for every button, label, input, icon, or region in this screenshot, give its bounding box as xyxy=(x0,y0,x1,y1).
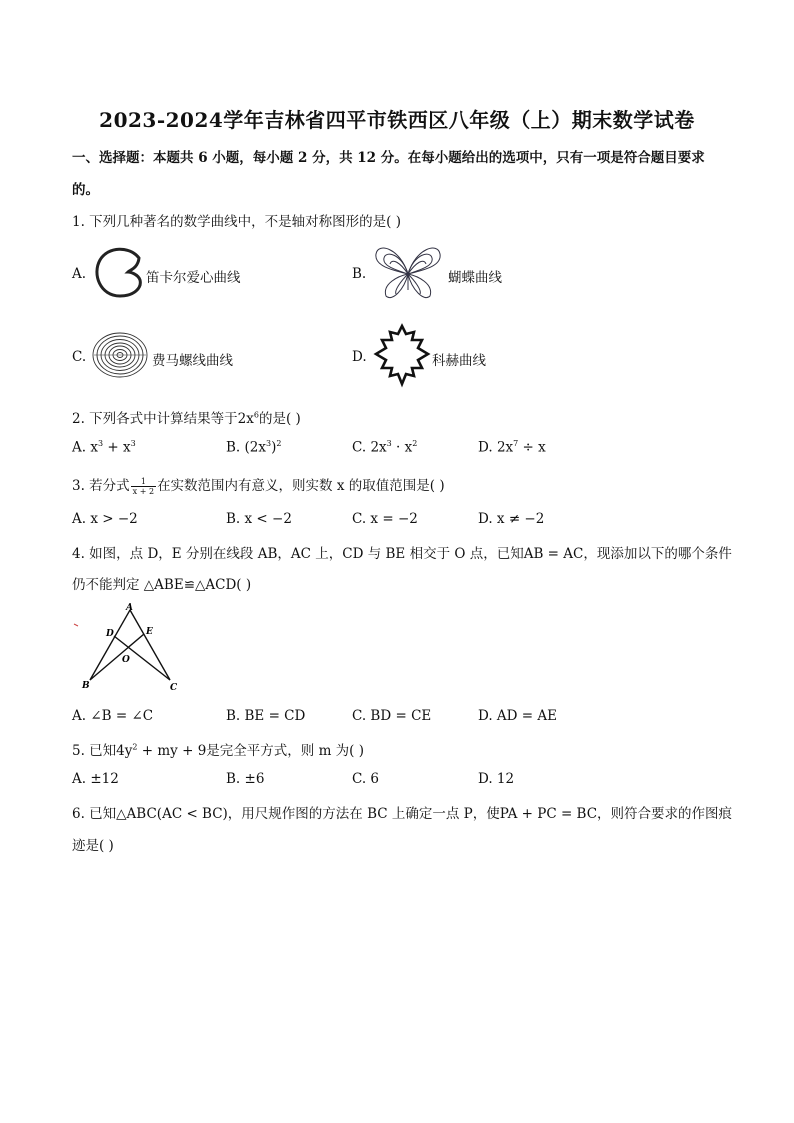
question-5-stem xyxy=(72,739,364,759)
q2-a-p3: 3 xyxy=(130,439,136,448)
q2-d-letter: D. xyxy=(478,439,493,456)
q2-a-p1: 3 xyxy=(97,439,104,448)
triangle-figure xyxy=(72,600,182,696)
figure-label-e: E xyxy=(146,627,153,637)
q2-c-letter: C. xyxy=(352,439,367,456)
q2-stem-exp: 6 xyxy=(253,410,259,420)
q2-c-p0: 2x xyxy=(370,439,387,456)
question-6-stem-line1: 6. 已知△ABC(AC < BC)，用尺规作图的方法在 BC 上确定一点 P，使PA + PC = BC，则符合要求的作图痕 xyxy=(72,806,733,822)
q1-option-b-letter: B. xyxy=(352,266,367,282)
figure-label-c: C xyxy=(170,683,178,693)
question-1-stem: 1. 下列几种著名的数学曲线中，不是轴对称图形的是( ) xyxy=(72,214,401,230)
q2-c-p3: 2 xyxy=(412,439,418,448)
q2-option-a xyxy=(72,439,136,456)
butterfly-curve-icon xyxy=(372,240,444,304)
q2-option-c xyxy=(352,439,417,456)
q3-option-a: A. x > −2 xyxy=(72,511,138,527)
q5-stem-exp: 2 xyxy=(132,742,138,752)
figure-label-b: B xyxy=(82,681,90,691)
q3-option-b: B. x < −2 xyxy=(226,511,292,527)
q5-option-b: B. ±6 xyxy=(226,771,265,787)
q2-c-p1: 3 xyxy=(386,439,392,448)
cardioid-icon xyxy=(92,244,148,300)
question-4-stem-line1: 4. 如图，点 D，E 分别在线段 AB，AC 上，CD 与 BE 相交于 O 点，已知AB = AC，现添加以下的哪个条件 xyxy=(72,546,732,562)
q4-option-a: A. ∠B = ∠C xyxy=(72,708,154,724)
question-6-stem-line2: 迹是( ) xyxy=(72,838,114,854)
q1-option-b-caption: 蝴蝶曲线 xyxy=(448,270,502,286)
q3-stem-pre: 3. 若分式 xyxy=(72,478,130,494)
q2-stem-post: 的是( ) xyxy=(258,411,301,427)
q2-d-p0: 2x xyxy=(496,439,514,456)
q4-option-d: D. AD = AE xyxy=(478,708,557,724)
figure-label-o: O xyxy=(122,655,130,665)
q1-option-c-caption: 费马螺线曲线 xyxy=(152,353,233,369)
q2-d-p1: 7 xyxy=(513,439,519,448)
q1-option-c-letter: C. xyxy=(72,349,87,365)
q2-b-p1: 3 xyxy=(266,439,272,448)
q2-a-p0: x xyxy=(90,439,98,456)
q2-option-d xyxy=(478,439,546,456)
q3-frac-num: 1 xyxy=(131,477,156,487)
q3-option-c: C. x = −2 xyxy=(352,511,418,527)
question-4-stem-line2: 仍不能判定 △ABE≌△ACD( ) xyxy=(72,577,252,593)
q2-b-p2: ) xyxy=(271,439,277,456)
q1-option-d-letter: D. xyxy=(352,349,367,365)
q1-option-d-caption: 科赫曲线 xyxy=(432,353,486,369)
q3-stem-post: 在实数范围内有意义，则实数 x 的取值范围是( ) xyxy=(157,478,445,494)
q2-b-p0: (2x xyxy=(244,439,266,456)
q5-option-a: A. ±12 xyxy=(72,771,119,787)
q3-frac-den: x + 2 xyxy=(132,487,155,496)
q2-b-letter: B. xyxy=(226,439,241,456)
figure-label-a: A xyxy=(126,603,133,613)
page-title: 2023-2024学年吉林省四平市铁西区八年级（上）期末数学试卷 xyxy=(99,108,695,132)
q5-stem-post: + my + 9是完全平方式，则 m 为( ) xyxy=(137,743,364,759)
koch-snowflake-icon xyxy=(372,324,432,386)
q2-a-p2: + x xyxy=(103,439,131,456)
q3-option-d: D. x ≠ −2 xyxy=(478,511,545,527)
q2-a-letter: A. xyxy=(72,439,87,456)
q5-option-d: D. 12 xyxy=(478,771,515,787)
q1-option-a-letter: A. xyxy=(72,266,87,282)
q5-option-c: C. 6 xyxy=(352,771,380,787)
fermat-spiral-icon xyxy=(92,332,148,378)
q2-b-p3: 2 xyxy=(276,439,282,448)
q4-option-b: B. BE = CD xyxy=(226,708,306,724)
section-header: 一、选择题：本题共 6 小题，每小题 2 分，共 12 分。在每小题给出的选项中，只有一项是符合题目要求 xyxy=(72,150,705,166)
q5-stem-pre: 5. 已知4y xyxy=(72,743,133,759)
question-3-stem xyxy=(72,474,445,496)
q4-option-c: C. BD = CE xyxy=(352,708,432,724)
q2-option-b xyxy=(226,439,281,456)
figure-label-d: D xyxy=(106,629,114,639)
q1-option-a-caption: 笛卡尔爱心曲线 xyxy=(146,270,241,286)
question-2-stem xyxy=(72,407,301,427)
section-header-cont: 的。 xyxy=(72,182,99,198)
q2-d-p2: ÷ x xyxy=(518,439,546,456)
q3-fraction xyxy=(131,477,156,496)
q2-c-p2: · x xyxy=(391,439,413,456)
q2-stem-pre: 2. 下列各式中计算结果等于2x xyxy=(72,411,254,427)
